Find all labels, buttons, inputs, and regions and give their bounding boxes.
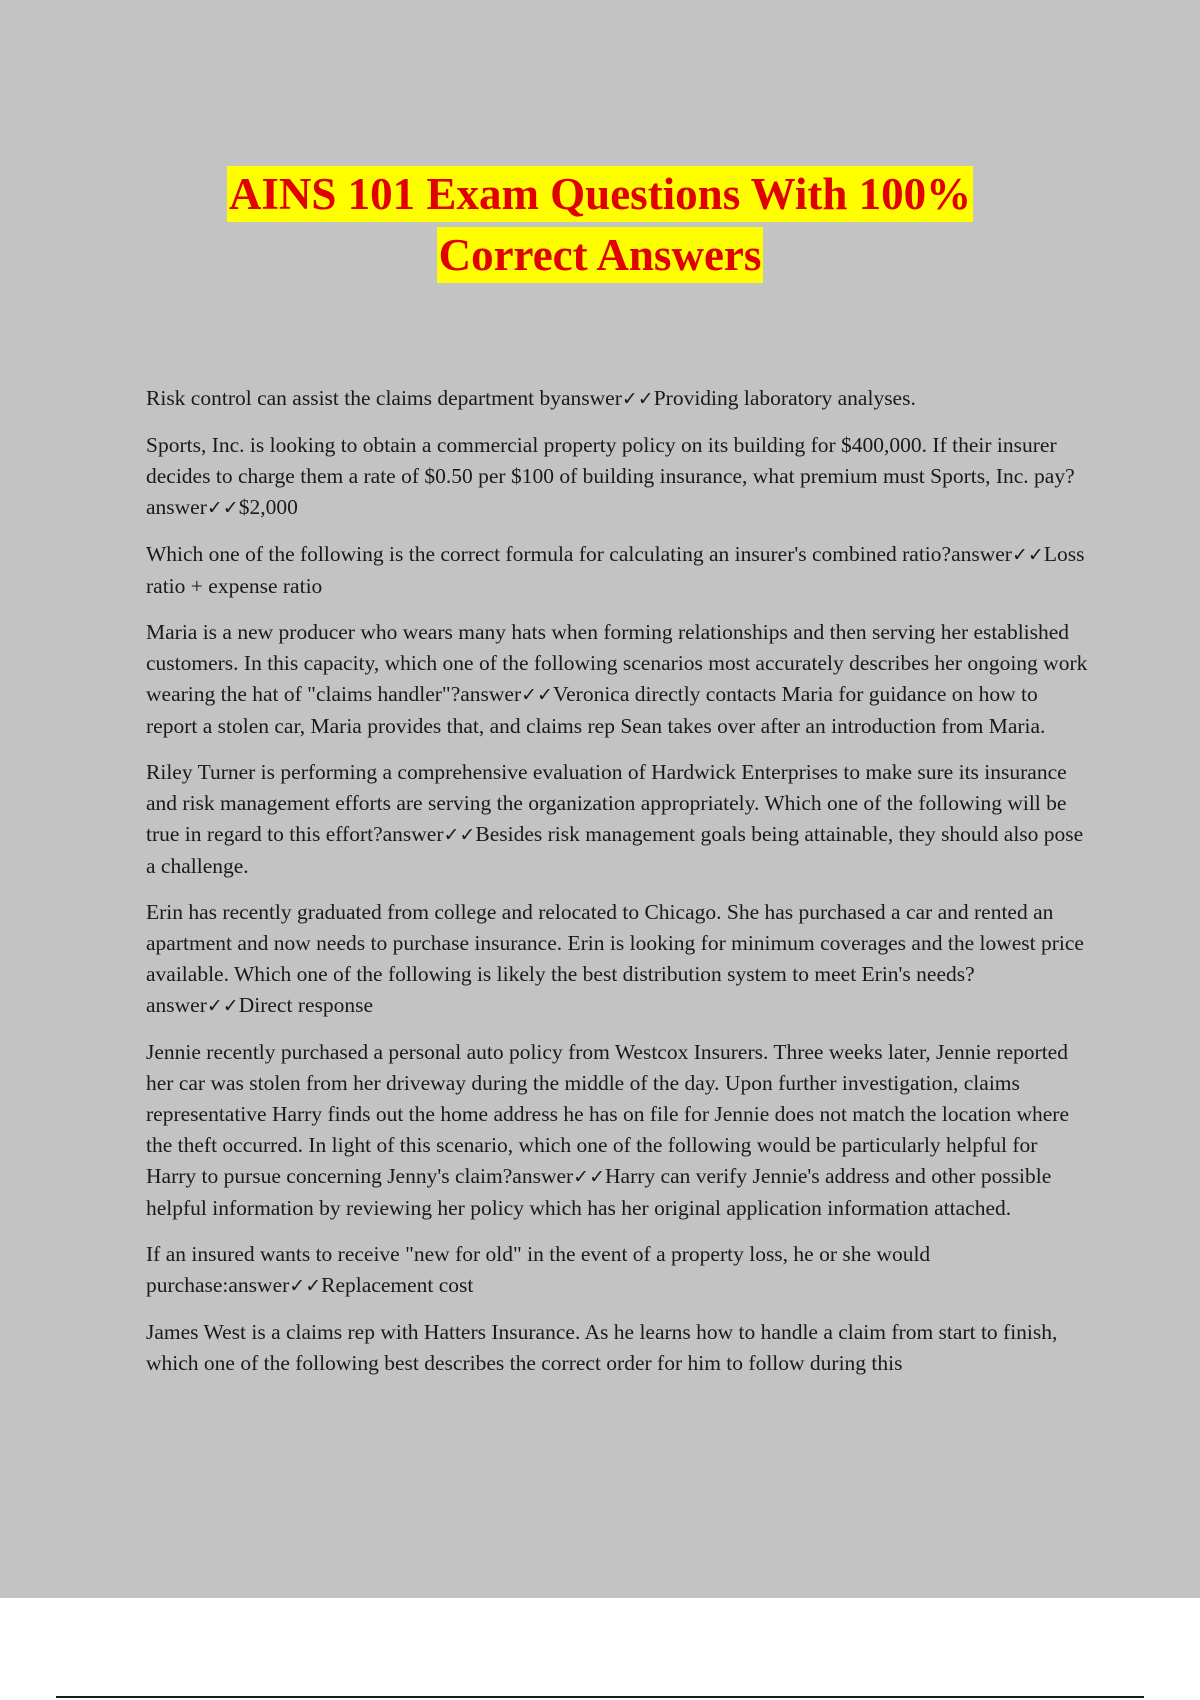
answer-marker: answer (512, 1164, 574, 1188)
question-text: Riley Turner is performing a comprehensive evaluation of Hardwick Enterprises to make sure its insurance and risk management efforts are serving the organization appropriately. Which one of the following will be true in regard to this effort? (146, 760, 1067, 846)
check-marks-icon: ✓✓ (521, 684, 553, 706)
question-text: If an insured wants to receive "new for old" in the event of a property loss, he or she would purchase: (146, 1242, 931, 1297)
answer-text: Providing laboratory analyses. (653, 386, 916, 410)
qa-item-partial (146, 1317, 1092, 1379)
answer-marker: answer (951, 542, 1012, 566)
qa-item (146, 539, 1092, 602)
answer-marker: answer (146, 495, 207, 519)
check-marks-icon: ✓✓ (573, 1166, 606, 1188)
answer-text: Harry can verify Jennie's address and other possible helpful information by reviewing her policy which has her original application information attached. (146, 1164, 1052, 1220)
check-marks-icon: ✓✓ (206, 995, 239, 1017)
qa-item (146, 1239, 1092, 1302)
qa-item (146, 897, 1092, 1022)
check-marks-icon: ✓✓ (443, 824, 476, 846)
qa-item (146, 1037, 1092, 1224)
qa-item (146, 383, 1092, 415)
question-text: Risk control can assist the claims department by (146, 386, 561, 410)
question-text: Erin has recently graduated from college and relocated to Chicago. She has purchased a car and rented an apartment and now needs to purchase insurance. Erin is looking for minimum coverages and the lowest price available. Which one of the following is likely the best distribution system to meet Erin's needs? (146, 900, 1084, 986)
check-marks-icon: ✓✓ (206, 497, 239, 519)
answer-text: $2,000 (238, 495, 298, 519)
answer-marker: answer (560, 386, 622, 410)
check-marks-icon: ✓✓ (621, 388, 654, 410)
document-title (0, 166, 1200, 288)
answer-marker: answer (382, 822, 444, 846)
answer-text: Direct response (238, 993, 374, 1017)
question-text: James West is a claims rep with Hatters Insurance. As he learns how to handle a claim from start to finish, which one of the following best describes the correct order for him to follow during this (146, 1320, 1058, 1375)
answer-marker: answer (460, 682, 522, 706)
answer-text: Replacement cost (321, 1273, 474, 1297)
check-marks-icon: ✓✓ (1011, 544, 1044, 566)
answer-text: Veronica directly contacts Maria for guidance on how to report a stolen car, Maria provides that, and claims rep Sean takes over after an introduction from Maria. (146, 682, 1046, 738)
footer-divider (56, 1696, 1144, 1698)
qa-item (146, 757, 1092, 882)
title-line-2: Correct Answers (437, 227, 764, 283)
answer-marker: answer (146, 993, 207, 1017)
answer-marker: answer (228, 1273, 290, 1297)
question-list (146, 383, 1092, 1394)
qa-item (146, 617, 1092, 742)
question-text: Which one of the following is the correct formula for calculating an insurer's combined ratio? (146, 542, 952, 566)
question-text: Maria is a new producer who wears many hats when forming relationships and then serving her established customers. In this capacity, which one of the following scenarios most accurately describes her ongoing work wearing the hat of "claims handler"? (146, 620, 1088, 706)
answer-text: Loss ratio + expense ratio (146, 542, 1085, 598)
title-line-1: AINS 101 Exam Questions With 100% (227, 166, 973, 222)
check-marks-icon: ✓✓ (289, 1275, 322, 1297)
question-text: Jennie recently purchased a personal auto policy from Westcox Insurers. Three weeks later, Jennie reported her car was stolen from her driveway during the middle of the day. Upon further investigation, claims representative Harry finds out the home address he has on file for Jennie does not match the location where the theft occurred. In light of this scenario, which one of the following would be particularly helpful for Harry to pursue concerning Jenny's claim? (146, 1040, 1069, 1188)
answer-text: Besides risk management goals being attainable, they should also pose a challenge. (146, 822, 1084, 878)
question-text: Sports, Inc. is looking to obtain a commercial property policy on its building for $400,000. If their insurer decides to charge them a rate of $0.50 per $100 of building insurance, what premium must Sports, Inc. pay? (146, 433, 1075, 488)
qa-item (146, 430, 1092, 524)
